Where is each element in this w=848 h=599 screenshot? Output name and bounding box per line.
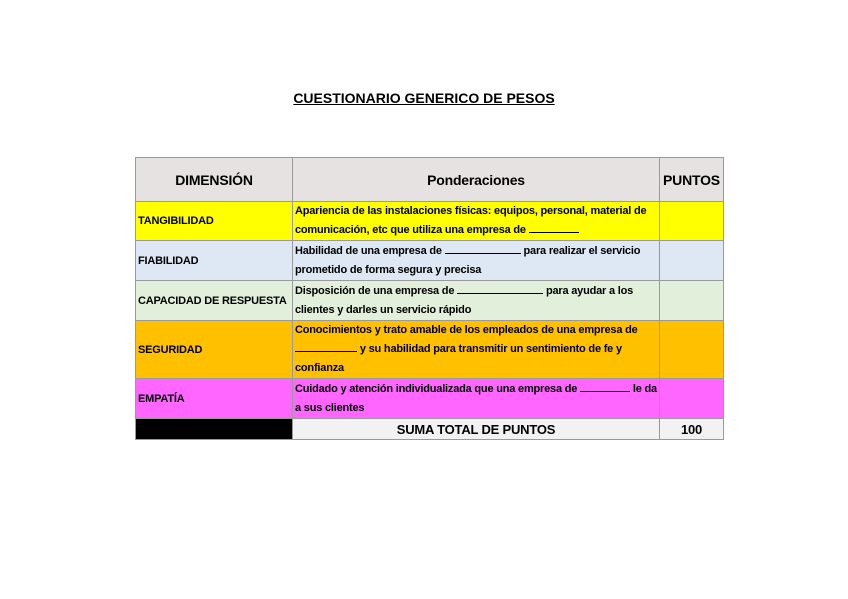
ponderacion-cell [293,379,660,419]
ponderacion-cell [293,202,660,241]
ponderacion-text: y su habilidad para transmitir un sentimiento de fe y confianza [295,343,622,374]
ponderacion-text: Cuidado y atención individualizada que una empresa de [295,382,578,395]
puntos-cell[interactable] [660,321,724,379]
ponderacion-text: le da a sus clientes [295,382,657,414]
dimension-cell: CAPACIDAD DE RESPUESTA [136,281,293,321]
ponderacion-text: Conocimientos y trato amable de los empleados de una empresa de [295,324,638,336]
puntos-cell[interactable] [660,379,724,419]
dimension-cell: SEGURIDAD [136,321,293,379]
fill-in-blank[interactable] [295,341,357,352]
puntos-cell[interactable] [660,281,724,321]
dimension-cell: FIABILIDAD [136,241,293,281]
dimension-cell: TANGIBILIDAD [136,202,293,241]
table-row [136,379,724,419]
table-row [136,202,724,241]
ponderacion-cell [293,321,660,379]
header-ponderaciones: Ponderaciones [293,158,660,202]
fill-in-blank[interactable] [529,222,579,233]
black-cell [136,419,293,440]
fill-in-blank[interactable] [457,283,543,294]
table-row [136,281,724,321]
total-label: SUMA TOTAL DE PUNTOS [293,419,660,440]
weights-table [135,157,724,440]
header-dimension: DIMENSIÓN [136,158,293,202]
ponderacion-cell [293,281,660,321]
total-value: 100 [660,419,724,440]
header-puntos: PUNTOS [660,158,724,202]
table-row [136,321,724,379]
ponderacion-cell [293,241,660,281]
ponderacion-text: Habilidad de una empresa de [295,244,442,257]
puntos-cell[interactable] [660,202,724,241]
fill-in-blank[interactable] [445,243,521,254]
ponderacion-text: Disposición de una empresa de [295,284,455,297]
puntos-cell[interactable] [660,241,724,281]
table-row [136,241,724,281]
ponderacion-text: para realizar el servicio prometido de forma segura y precisa [295,244,641,276]
dimension-cell: EMPATÍA [136,379,293,419]
document-title: CUESTIONARIO GENERICO DE PESOS [293,90,555,106]
table-header-row [136,158,724,202]
ponderacion-text: para ayudar a los clientes y darles un servicio rápido [295,284,634,316]
fill-in-blank[interactable] [580,381,630,392]
total-row [136,419,724,440]
ponderacion-text: Apariencia de las instalaciones físicas: equipos, personal, material de comunicación, etc que utiliza una empresa de [295,205,647,236]
